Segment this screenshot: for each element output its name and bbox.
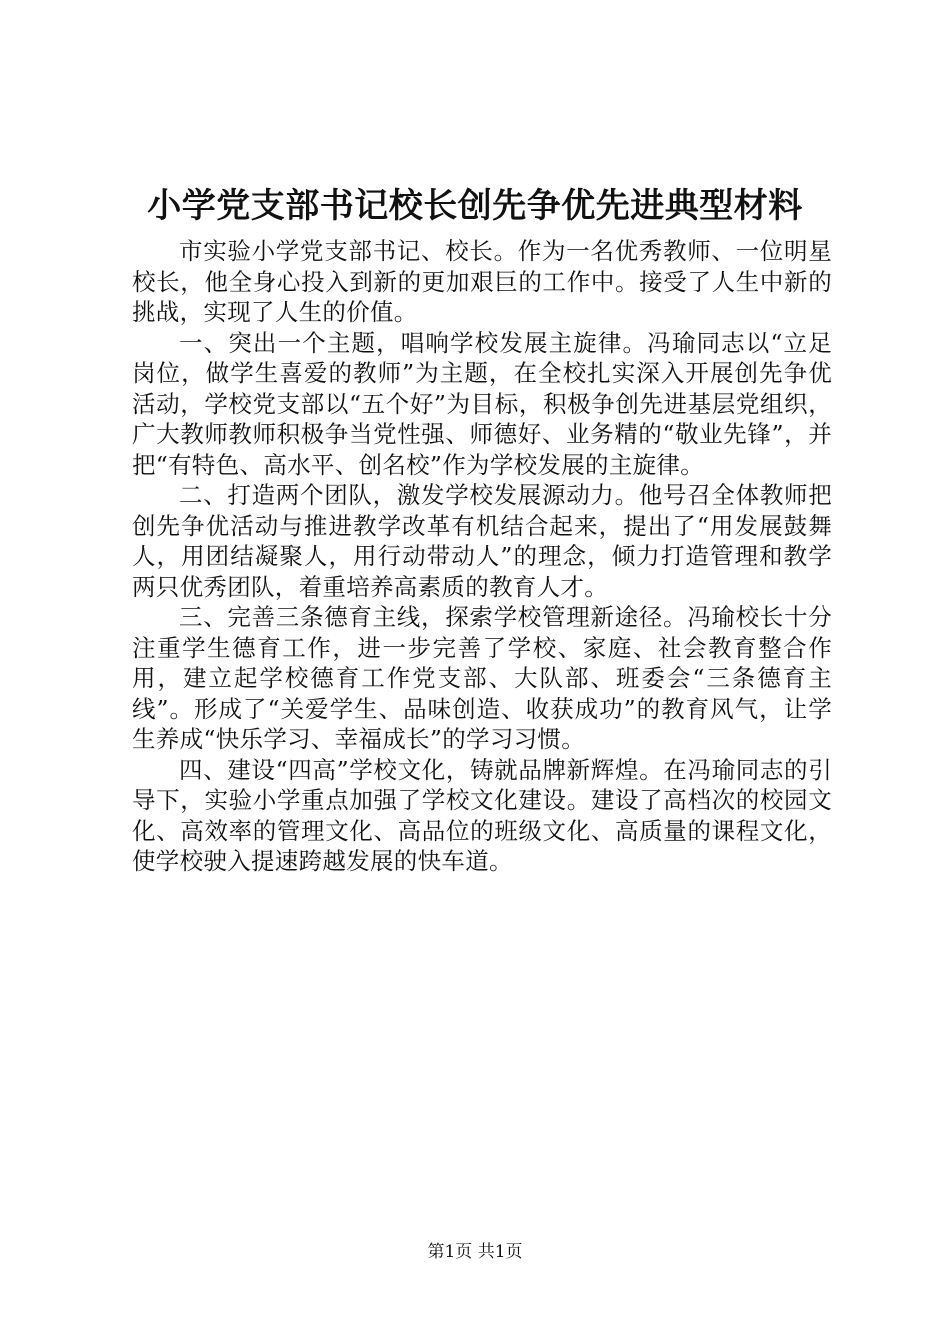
paragraph-section-1: 一、突出一个主题，唱响学校发展主旋律。冯瑜同志以“立足岗位，做学生喜爱的教师”为主题，在全校扎实深入开展创先争优活动，学校党支部以“五个好”为目标，积极争创先进基层党组织，广大教师教师积极争当党性强、师德好、业务精的“敬业先锋”，并把“有特色、高水平、创名校”作为学校发展的主旋律。: [132, 328, 832, 479]
paragraph-section-2: 二、打造两个团队，激发学校发展源动力。他号召全体教师把创先争优活动与推进教学改革有机结合起来，提出了“用发展鼓舞人，用团结凝聚人，用行动带动人”的理念，倾力打造管理和教学两只优秀团队，着重培养高素质的教育人才。: [132, 481, 832, 601]
document-title: 小学党支部书记校长创先争优先进典型材料: [147, 186, 803, 226]
document-body: [132, 236, 832, 877]
paragraph-section-4: 四、建设“四高”学校文化，铸就品牌新辉煌。在冯瑜同志的引导下，实验小学重点加强了学校文化建设。建设了高档次的校园文化、高效率的管理文化、高品位的班级文化、高质量的课程文化，使学校驶入提速跨越发展的快车道。: [132, 755, 832, 875]
page-footer: 第1页 共1页: [427, 1242, 523, 1262]
paragraph-section-3: 三、完善三条德育主线，探索学校管理新途径。冯瑜校长十分注重学生德育工作，进一步完善了学校、家庭、社会教育整合作用，建立起学校德育工作党支部、大队部、班委会“三条德育主线”。形成了“关爱学生、品味创造、收获成功”的教育风气，让学生养成“快乐学习、幸福成长”的学习习惯。: [132, 603, 832, 753]
paragraph-intro: 市实验小学党支部书记、校长。作为一名优秀教师、一位明星校长，他全身心投入到新的更加艰巨的工作中。接受了人生中新的挑战，实现了人生的价值。: [132, 237, 832, 326]
